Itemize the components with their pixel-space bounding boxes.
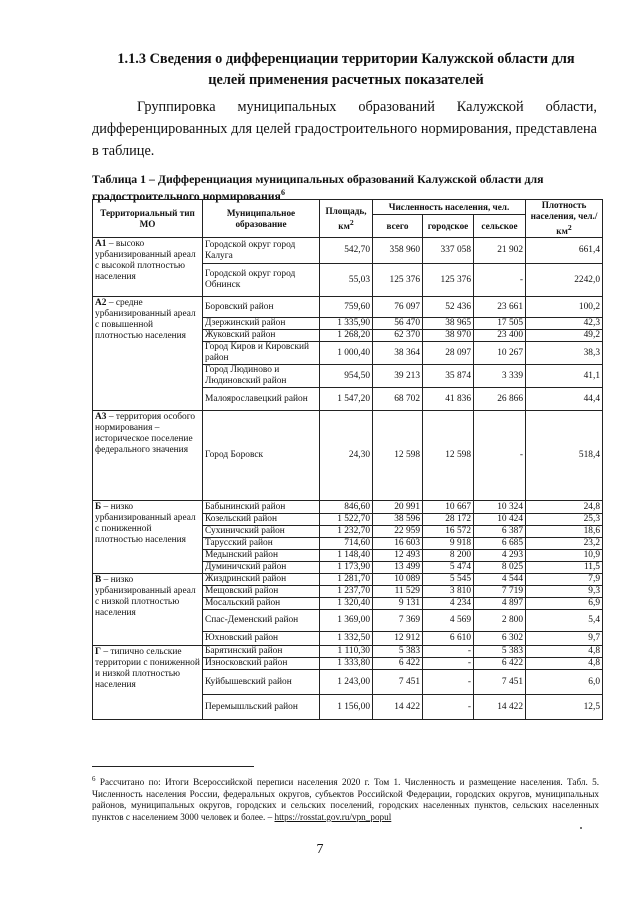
population-rural-cell: 17 505 bbox=[474, 318, 526, 330]
population-rural-cell: 6 685 bbox=[474, 538, 526, 550]
population-total-cell: 38 596 bbox=[373, 514, 423, 526]
population-total-cell: 76 097 bbox=[373, 297, 423, 318]
population-rural-cell: 14 422 bbox=[474, 695, 526, 720]
area-cell: 1 332,50 bbox=[320, 632, 373, 646]
population-urban-cell: 3 810 bbox=[423, 586, 474, 598]
population-rural-cell: 3 339 bbox=[474, 365, 526, 388]
density-cell: 49,2 bbox=[526, 330, 603, 342]
municipality-cell: Думиничский район bbox=[203, 562, 320, 574]
municipality-cell: Городской округ город Обнинск bbox=[203, 264, 320, 297]
density-cell: 12,5 bbox=[526, 695, 603, 720]
table-row bbox=[93, 297, 603, 318]
population-total-cell: 20 991 bbox=[373, 501, 423, 514]
population-urban-cell: 337 058 bbox=[423, 238, 474, 264]
territorial-type-cell bbox=[93, 297, 203, 411]
population-urban-cell: 5 474 bbox=[423, 562, 474, 574]
density-cell: 44,4 bbox=[526, 388, 603, 411]
col-header-area bbox=[320, 200, 373, 238]
area-cell: 1 281,70 bbox=[320, 574, 373, 586]
population-urban-cell: 9 918 bbox=[423, 538, 474, 550]
municipality-cell: Спас-Деменский район bbox=[203, 610, 320, 632]
table-row bbox=[93, 411, 603, 501]
territorial-type-cell bbox=[93, 646, 203, 720]
area-cell: 1 335,90 bbox=[320, 318, 373, 330]
area-cell: 1 268,20 bbox=[320, 330, 373, 342]
population-rural-cell: 10 324 bbox=[474, 501, 526, 514]
population-total-cell: 38 364 bbox=[373, 342, 423, 365]
col-header-total: всего bbox=[373, 215, 423, 238]
area-cell: 1 237,70 bbox=[320, 586, 373, 598]
page-speck bbox=[580, 827, 582, 829]
density-cell: 42,3 bbox=[526, 318, 603, 330]
footnote-link[interactable]: https://rosstat.gov.ru/vpn_popul bbox=[274, 811, 392, 822]
municipality-cell: Город Людиново и Людиновский район bbox=[203, 365, 320, 388]
municipality-cell: Перемышльский район bbox=[203, 695, 320, 720]
municipality-table bbox=[92, 199, 603, 720]
population-total-cell: 10 089 bbox=[373, 574, 423, 586]
population-urban-cell: 125 376 bbox=[423, 264, 474, 297]
area-cell: 1 148,40 bbox=[320, 550, 373, 562]
density-cell: 4,8 bbox=[526, 646, 603, 658]
area-cell: 1 232,70 bbox=[320, 526, 373, 538]
municipality-cell: Городской округ город Калуга bbox=[203, 238, 320, 264]
population-total-cell: 56 470 bbox=[373, 318, 423, 330]
density-cell: 25,3 bbox=[526, 514, 603, 526]
municipality-cell: Боровский район bbox=[203, 297, 320, 318]
municipality-cell: Барятинский район bbox=[203, 646, 320, 658]
population-total-cell: 16 603 bbox=[373, 538, 423, 550]
municipality-cell: Жиздринский район bbox=[203, 574, 320, 586]
population-total-cell: 62 370 bbox=[373, 330, 423, 342]
col-header-type: Территориальный тип МО bbox=[93, 200, 203, 238]
density-cell: 2242,0 bbox=[526, 264, 603, 297]
population-rural-cell: - bbox=[474, 264, 526, 297]
population-urban-cell: 35 874 bbox=[423, 365, 474, 388]
population-rural-cell: 8 025 bbox=[474, 562, 526, 574]
territorial-type-code: В bbox=[95, 575, 102, 586]
density-cell: 661,4 bbox=[526, 238, 603, 264]
area-cell: 1 000,40 bbox=[320, 342, 373, 365]
population-total-cell: 7 451 bbox=[373, 670, 423, 695]
area-cell: 1 320,40 bbox=[320, 598, 373, 610]
area-cell: 1 243,00 bbox=[320, 670, 373, 695]
population-urban-cell: - bbox=[423, 646, 474, 658]
population-urban-cell: 12 598 bbox=[423, 411, 474, 501]
population-total-cell: 22 959 bbox=[373, 526, 423, 538]
population-rural-cell: 26 866 bbox=[474, 388, 526, 411]
population-total-cell: 68 702 bbox=[373, 388, 423, 411]
table-row bbox=[93, 501, 603, 514]
population-urban-cell: 16 572 bbox=[423, 526, 474, 538]
municipality-cell: Мосальский район bbox=[203, 598, 320, 610]
population-rural-cell: 4 544 bbox=[474, 574, 526, 586]
population-rural-cell: 21 902 bbox=[474, 238, 526, 264]
col-header-density bbox=[526, 200, 603, 238]
density-cell: 6,9 bbox=[526, 598, 603, 610]
population-total-cell: 12 493 bbox=[373, 550, 423, 562]
footnote-divider bbox=[92, 766, 254, 767]
population-urban-cell: 8 200 bbox=[423, 550, 474, 562]
density-cell: 100,2 bbox=[526, 297, 603, 318]
population-rural-cell: 6 387 bbox=[474, 526, 526, 538]
territorial-type-code: Г bbox=[95, 647, 101, 658]
area-cell: 55,03 bbox=[320, 264, 373, 297]
territorial-type-code: А3 bbox=[95, 412, 107, 423]
municipality-cell: Юхновский район bbox=[203, 632, 320, 646]
municipality-cell: Медынский район bbox=[203, 550, 320, 562]
footnote-text: Рассчитано по: Итоги Всероссийской переписи населения 2020 г. Том 1. Численность и размещение населения. Табл. 5. Численность населения России, федеральных округов, субъектов Российской Федерации, городских округов, муниципальных районов, муниципальных округов, городских и сельских поселений, городских населенных пунктов, сельских населенных пунктов с населением 3000 человек и более. – bbox=[92, 777, 599, 822]
col-header-municipality: Муниципальное образование bbox=[203, 200, 320, 238]
population-urban-cell: 52 436 bbox=[423, 297, 474, 318]
col-header-rural: сельское bbox=[474, 215, 526, 238]
area-cell: 846,60 bbox=[320, 501, 373, 514]
area-cell: 714,60 bbox=[320, 538, 373, 550]
col-header-population: Численность населения, чел. bbox=[373, 200, 526, 215]
population-total-cell: 6 422 bbox=[373, 658, 423, 670]
population-urban-cell: - bbox=[423, 658, 474, 670]
population-rural-cell: 23 661 bbox=[474, 297, 526, 318]
territorial-type-cell bbox=[93, 411, 203, 501]
intro-paragraph: Группировка муниципальных образований Калужской области, дифференцированных для целей градостроительного нормирования, представлена в таблице. bbox=[92, 99, 597, 159]
col-header-area-sup: 2 bbox=[349, 217, 354, 227]
density-cell: 24,8 bbox=[526, 501, 603, 514]
population-urban-cell: 4 234 bbox=[423, 598, 474, 610]
area-cell: 1 333,80 bbox=[320, 658, 373, 670]
density-cell: 18,6 bbox=[526, 526, 603, 538]
territorial-type-code: А1 bbox=[95, 239, 107, 250]
area-cell: 24,30 bbox=[320, 411, 373, 501]
population-rural-cell: 4 897 bbox=[474, 598, 526, 610]
section-heading-line1: 1.1.3 Сведения о дифференциации территории Калужской области для bbox=[117, 51, 575, 67]
density-cell: 5,4 bbox=[526, 610, 603, 632]
density-cell: 11,5 bbox=[526, 562, 603, 574]
population-urban-cell: - bbox=[423, 695, 474, 720]
col-header-urban: городское bbox=[423, 215, 474, 238]
population-urban-cell: - bbox=[423, 670, 474, 695]
table-caption-text: Таблица 1 – Дифференциация муниципальных образований Калужской области для градостроительного нормирования bbox=[92, 172, 544, 203]
density-cell: 4,8 bbox=[526, 658, 603, 670]
population-total-cell: 14 422 bbox=[373, 695, 423, 720]
density-cell: 38,3 bbox=[526, 342, 603, 365]
population-urban-cell: 28 097 bbox=[423, 342, 474, 365]
population-urban-cell: 4 569 bbox=[423, 610, 474, 632]
municipality-cell: Город Боровск bbox=[203, 411, 320, 501]
population-urban-cell: 5 545 bbox=[423, 574, 474, 586]
territorial-type-desc: – типично сельские территории с пониженной и низкой плотностью населения bbox=[95, 647, 200, 691]
population-rural-cell: 5 383 bbox=[474, 646, 526, 658]
area-cell: 542,70 bbox=[320, 238, 373, 264]
population-urban-cell: 38 970 bbox=[423, 330, 474, 342]
page-number: 7 bbox=[316, 842, 324, 857]
density-cell: 41,1 bbox=[526, 365, 603, 388]
territorial-type-desc: – низко урбанизированный ареал с пониженной плотностью населения bbox=[95, 502, 196, 546]
population-total-cell: 358 960 bbox=[373, 238, 423, 264]
table-row bbox=[93, 238, 603, 264]
area-cell: 1 173,90 bbox=[320, 562, 373, 574]
municipality-cell: Куйбышевский район bbox=[203, 670, 320, 695]
municipality-cell: Износковский район bbox=[203, 658, 320, 670]
area-cell: 1 156,00 bbox=[320, 695, 373, 720]
population-rural-cell: 6 302 bbox=[474, 632, 526, 646]
population-urban-cell: 28 172 bbox=[423, 514, 474, 526]
population-rural-cell: 2 800 bbox=[474, 610, 526, 632]
population-total-cell: 11 529 bbox=[373, 586, 423, 598]
municipality-cell: Сухиничский район bbox=[203, 526, 320, 538]
municipality-cell: Тарусский район bbox=[203, 538, 320, 550]
population-total-cell: 125 376 bbox=[373, 264, 423, 297]
population-total-cell: 12 598 bbox=[373, 411, 423, 501]
table-body bbox=[93, 238, 603, 720]
density-cell: 6,0 bbox=[526, 670, 603, 695]
area-cell: 954,50 bbox=[320, 365, 373, 388]
caption-footnote-ref: 6 bbox=[280, 188, 285, 197]
population-total-cell: 9 131 bbox=[373, 598, 423, 610]
municipality-cell: Жуковский район bbox=[203, 330, 320, 342]
population-rural-cell: 7 451 bbox=[474, 670, 526, 695]
table-row bbox=[93, 574, 603, 586]
territorial-type-desc: – средне урбанизированный ареал с повышенной плотностью населения bbox=[95, 298, 196, 342]
population-urban-cell: 38 965 bbox=[423, 318, 474, 330]
population-total-cell: 7 369 bbox=[373, 610, 423, 632]
density-cell: 9,7 bbox=[526, 632, 603, 646]
population-rural-cell: 10 424 bbox=[474, 514, 526, 526]
territorial-type-desc: – высоко урбанизированный ареал с высокой плотностью населения bbox=[95, 239, 196, 283]
municipality-cell: Малоярославецкий район bbox=[203, 388, 320, 411]
municipality-cell: Мещовский район bbox=[203, 586, 320, 598]
population-urban-cell: 41 836 bbox=[423, 388, 474, 411]
col-header-density-label: Плотность населения, чел./ км bbox=[530, 200, 598, 237]
density-cell: 23,2 bbox=[526, 538, 603, 550]
population-urban-cell: 10 667 bbox=[423, 501, 474, 514]
density-cell: 7,9 bbox=[526, 574, 603, 586]
area-cell: 759,60 bbox=[320, 297, 373, 318]
population-rural-cell: 6 422 bbox=[474, 658, 526, 670]
population-total-cell: 13 499 bbox=[373, 562, 423, 574]
municipality-cell: Бабынинский район bbox=[203, 501, 320, 514]
density-cell: 9,3 bbox=[526, 586, 603, 598]
footnote bbox=[92, 774, 599, 823]
population-total-cell: 12 912 bbox=[373, 632, 423, 646]
population-rural-cell: 10 267 bbox=[474, 342, 526, 365]
section-heading-line2: целей применения расчетных показателей bbox=[208, 72, 484, 88]
section-heading bbox=[92, 49, 600, 91]
territorial-type-cell bbox=[93, 238, 203, 297]
area-cell: 1 547,20 bbox=[320, 388, 373, 411]
col-header-area-label: Площадь, км bbox=[325, 205, 367, 231]
footnote-number: 6 bbox=[92, 775, 96, 783]
municipality-cell: Козельский район bbox=[203, 514, 320, 526]
population-rural-cell: - bbox=[474, 411, 526, 501]
density-cell: 518,4 bbox=[526, 411, 603, 501]
territorial-type-cell bbox=[93, 501, 203, 574]
territorial-type-desc: – низко урбанизированный ареал с низкой плотностью населения bbox=[95, 575, 196, 619]
territorial-type-code: А2 bbox=[95, 298, 107, 309]
territorial-type-cell bbox=[93, 574, 203, 646]
population-rural-cell: 4 293 bbox=[474, 550, 526, 562]
territorial-type-code: Б bbox=[95, 502, 102, 513]
population-total-cell: 39 213 bbox=[373, 365, 423, 388]
col-header-density-sup: 2 bbox=[567, 223, 572, 232]
area-cell: 1 369,00 bbox=[320, 610, 373, 632]
municipality-cell: Дзержинский район bbox=[203, 318, 320, 330]
population-rural-cell: 23 400 bbox=[474, 330, 526, 342]
population-total-cell: 5 383 bbox=[373, 646, 423, 658]
area-cell: 1 110,30 bbox=[320, 646, 373, 658]
density-cell: 10,9 bbox=[526, 550, 603, 562]
population-rural-cell: 7 719 bbox=[474, 586, 526, 598]
table-row bbox=[93, 646, 603, 658]
territorial-type-desc: – территория особого нормирования – историческое поселение федерального значения bbox=[95, 412, 196, 456]
area-cell: 1 522,70 bbox=[320, 514, 373, 526]
municipality-cell: Город Киров и Кировский район bbox=[203, 342, 320, 365]
population-urban-cell: 6 610 bbox=[423, 632, 474, 646]
